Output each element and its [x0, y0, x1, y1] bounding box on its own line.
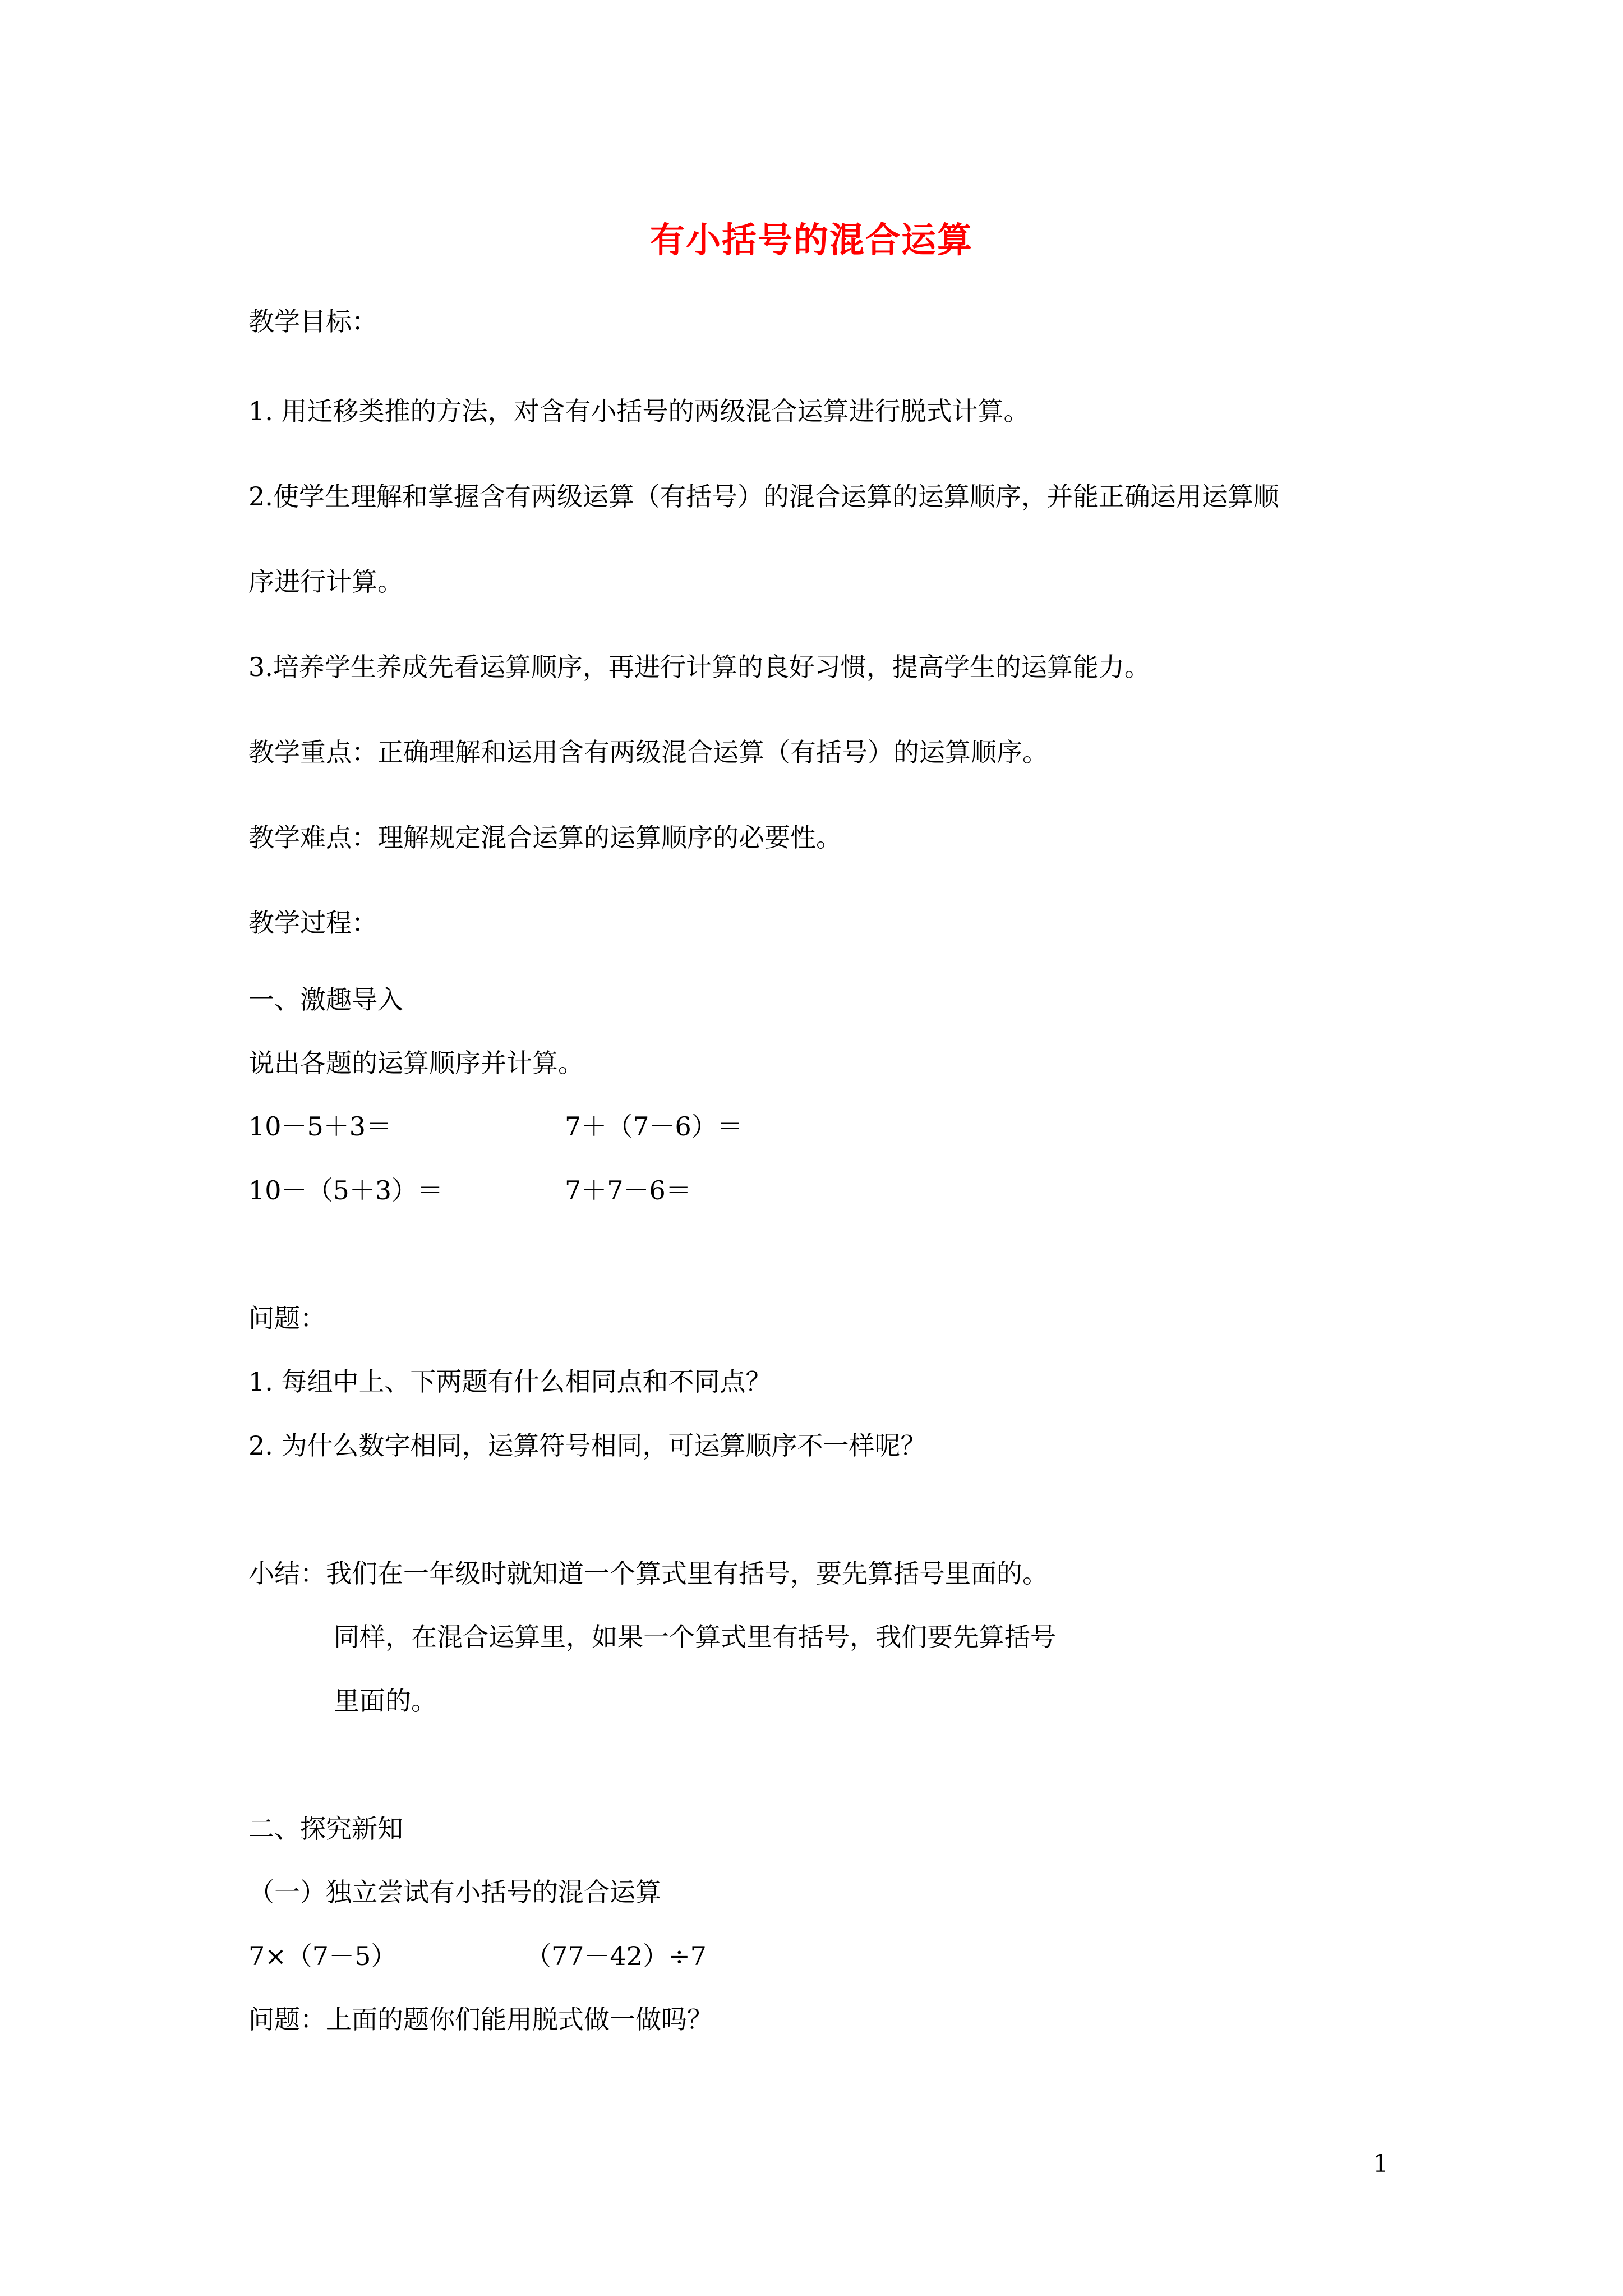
difficulty: 教学难点：理解规定混合运算的运算顺序的必要性。 [248, 822, 842, 853]
summary-line-1: 小结：我们在一年级时就知道一个算式里有括号，要先算括号里面的。 [248, 1558, 1048, 1589]
page-number: 1 [1373, 2150, 1389, 2178]
section-2-heading: 二、探究新知 [248, 1814, 403, 1844]
key-point: 教学重点：正确理解和运用含有两级混合运算（有括号）的运算顺序。 [248, 737, 1048, 767]
section-2-subheading: （一）独立尝试有小括号的混合运算 [248, 1877, 661, 1907]
section-1-instruction: 说出各题的运算顺序并计算。 [248, 1048, 584, 1078]
exercise-row-1-left: 10－5＋3＝ [248, 1111, 392, 1142]
exercise-row-2-left: 10－（5＋3）＝ [248, 1175, 444, 1205]
process-heading: 教学过程： [248, 908, 377, 938]
questions-heading: 问题： [248, 1303, 326, 1333]
section-2-exercise-left: 7×（7－5） [248, 1941, 397, 1971]
objective-item-2-continued: 序进行计算。 [248, 567, 403, 597]
summary-line-2: 同样，在混合运算里，如果一个算式里有括号，我们要先算括号 [334, 1622, 1056, 1652]
objective-item-3: 3.培养学生养成先看运算顺序，再进行计算的良好习惯，提高学生的运算能力。 [248, 652, 1150, 682]
objective-item-2: 2.使学生理解和掌握含有两级运算（有括号）的混合运算的运算顺序，并能正确运用运算顺 [248, 481, 1279, 512]
objective-item-1: 1. 用迁移类推的方法，对含有小括号的两级混合运算进行脱式计算。 [248, 396, 1030, 426]
section-2-exercise-right: （77－42）÷7 [525, 1941, 707, 1971]
document-title: 有小括号的混合运算 [649, 219, 973, 260]
section-2-question: 问题：上面的题你们能用脱式做一做吗？ [248, 2004, 713, 2035]
summary-line-3: 里面的。 [334, 1686, 437, 1716]
exercise-row-1-right: 7＋（7－6）＝ [565, 1111, 743, 1142]
question-2: 2. 为什么数字相同，运算符号相同，可运算顺序不一样呢？ [248, 1430, 926, 1461]
exercise-row-2-right: 7＋7－6＝ [565, 1175, 691, 1205]
section-1-heading: 一、激趣导入 [248, 984, 403, 1015]
question-1: 1. 每组中上、下两题有什么相同点和不同点？ [248, 1366, 772, 1397]
objectives-heading: 教学目标： [248, 306, 377, 337]
